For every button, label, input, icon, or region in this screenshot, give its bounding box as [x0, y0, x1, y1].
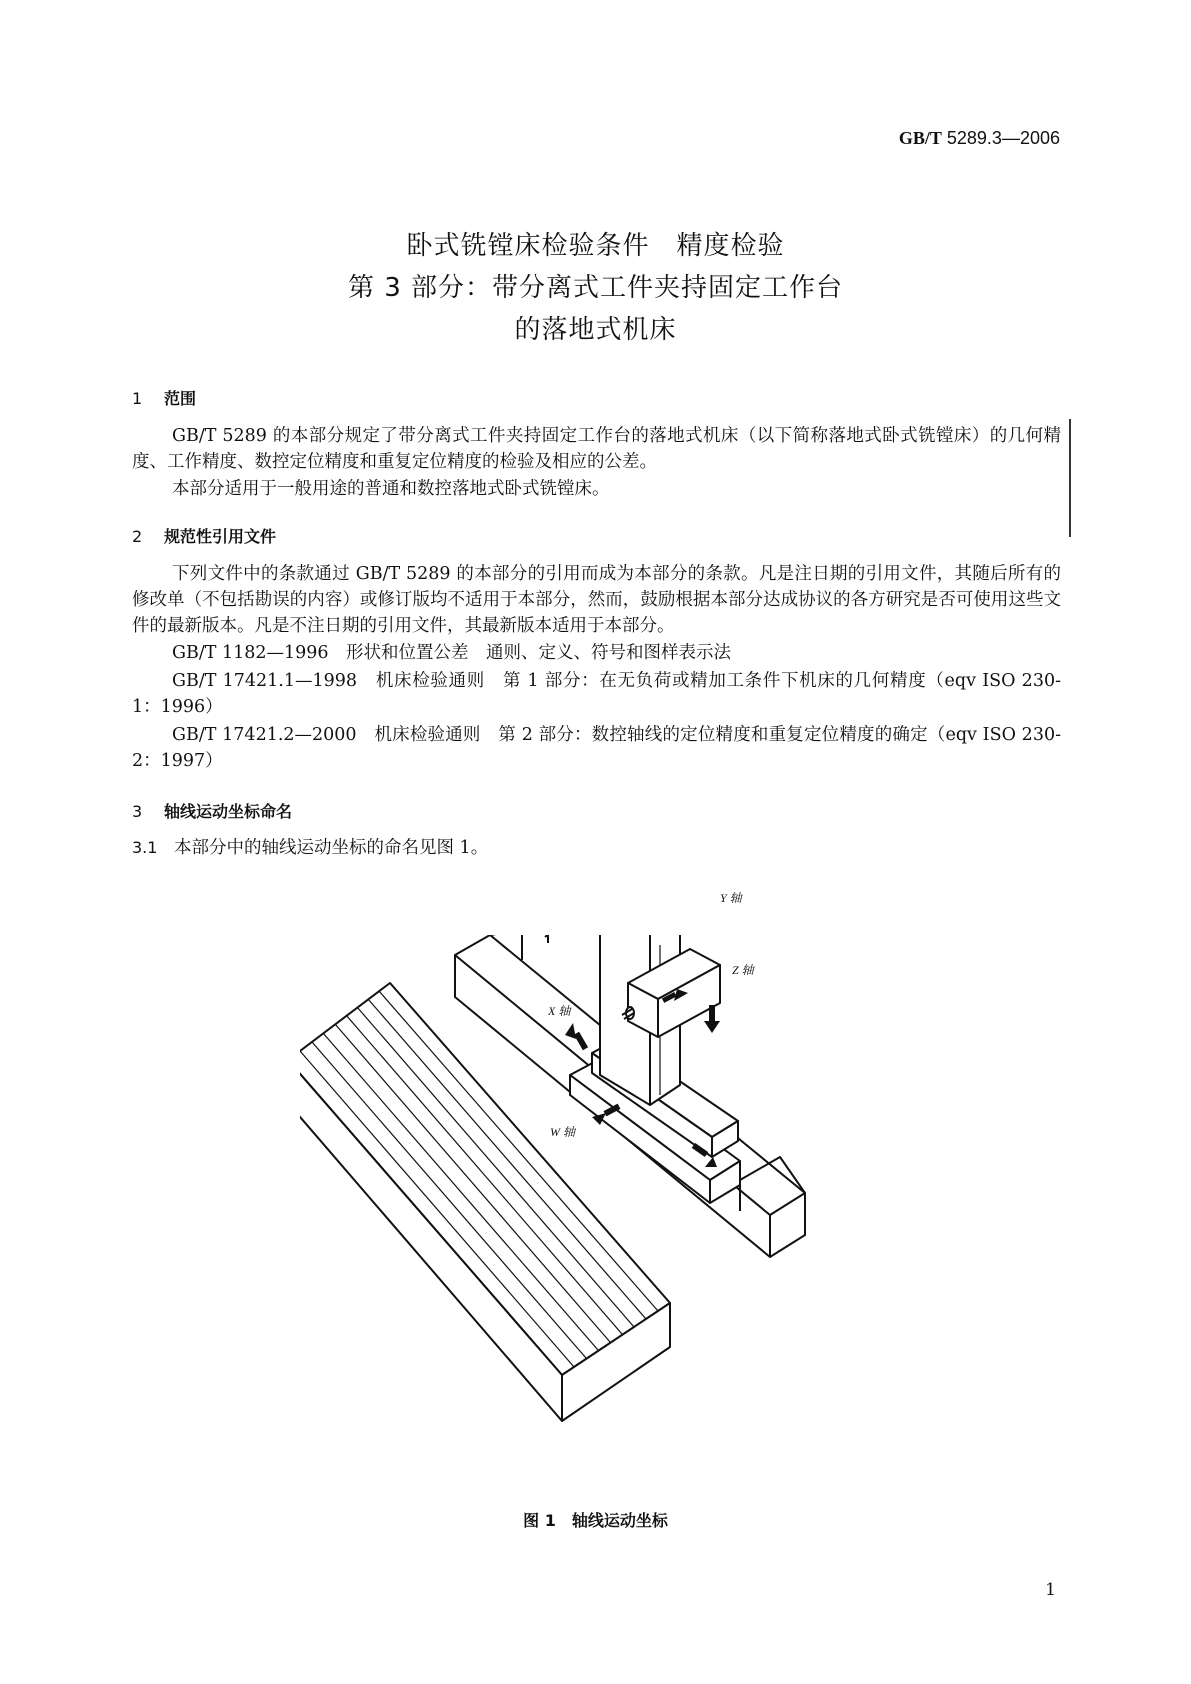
y-axis-label: Y 轴	[720, 891, 742, 905]
title-line-3: 的落地式机床	[514, 315, 677, 345]
section-2-paragraph-1: 下列文件中的条款通过 GB/T 5289 的本部分的引用而成为本部分的条款。凡是注日期的引用文件，其随后所有的修改单（不包括勘误的内容）或修订版均不适用于本部分，然而，鼓励根据本部分达成协议的各方研究是否可使用这些文件的最新版本。凡是不注日期的引用文件，其最新版本适用于本部分。	[132, 564, 1061, 636]
section-2-number: 2	[132, 527, 143, 546]
w-axis-label: W 轴	[550, 1125, 575, 1139]
reference-2: GB/T 17421.1—1998 机床检验通则 第 1 部分：在无负荷或精加工条件下机床的几何精度（eqv ISO 230-1：1996）	[132, 671, 1061, 717]
section-1-paragraph-1: GB/T 5289 的本部分规定了带分离式工件夹持固定工作台的落地式机床（以下简称落地式卧式铣镗床）的几何精度、工作精度、数控定位精度和重复定位精度的检验及相应的公差。	[132, 426, 1061, 472]
section-1-number: 1	[132, 389, 143, 408]
z-axis-label: Z 轴	[732, 963, 754, 977]
change-bar	[1069, 419, 1071, 537]
section-1-heading	[132, 386, 196, 409]
figure-1-drawing	[300, 935, 900, 1530]
page-number: 1	[1045, 1580, 1056, 1600]
title-line-1: 卧式铣镗床检验条件 精度检验	[406, 231, 785, 261]
document-code-prefix: GB/T	[898, 128, 942, 148]
figure-1-caption: 图 1 轴线运动坐标	[523, 1511, 668, 1530]
section-2-heading	[132, 524, 276, 547]
section-2-title: 规范性引用文件	[164, 527, 277, 546]
document-code	[899, 128, 1060, 149]
x-axis-label: X 轴	[548, 1004, 571, 1018]
reference-3: GB/T 17421.2—2000 机床检验通则 第 2 部分：数控轴线的定位精度和重复定位精度的确定（eqv ISO 230-2：1997）	[132, 725, 1061, 771]
z-axis-down-arrow	[704, 1021, 720, 1033]
section-3-1-text: 本部分中的轴线运动坐标的命名见图 1。	[174, 838, 489, 858]
title-line-2: 第 3 部分：带分离式工件夹持固定工作台	[347, 273, 844, 303]
section-3-number: 3	[132, 802, 143, 821]
section-1-title: 范围	[164, 389, 197, 408]
reference-1: GB/T 1182—1996 形状和位置公差 通则、定义、符号和图样表示法	[172, 643, 732, 663]
section-3-1	[132, 835, 1061, 861]
section-1-paragraph-2: 本部分适用于一般用途的普通和数控落地式卧式铣镗床。	[172, 479, 610, 499]
document-code-number: 5289.3—2006	[946, 128, 1060, 148]
section-3-1-number: 3.1	[132, 838, 158, 857]
section-3-heading	[132, 799, 292, 822]
section-3-title: 轴线运动坐标命名	[164, 802, 293, 821]
document-title	[0, 225, 1191, 351]
figure-1	[300, 891, 900, 1530]
